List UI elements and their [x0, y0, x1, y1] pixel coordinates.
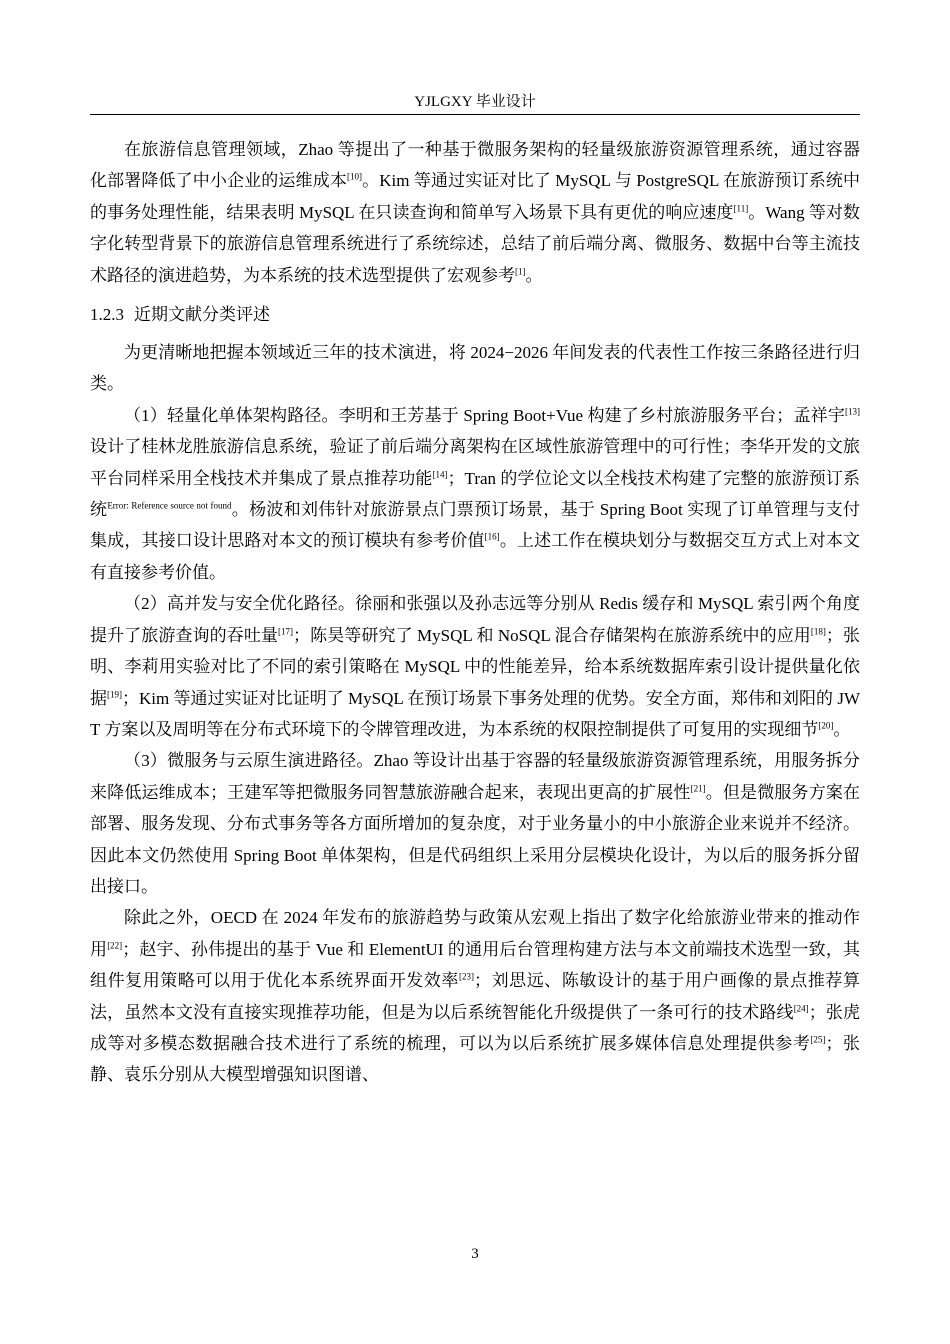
citation: [23] — [459, 971, 474, 982]
text-run: ；赵宇、孙伟提出的基于 Vue 和 ElementUI 的通用后台管理构建方法与本文前端技术选型一致，其组件复用策略可以用于优化本系统界面开发效率 — [90, 939, 861, 991]
text-run: 在旅游信息管理领域，Zhao 等提出了一种基于微服务架构的轻量级旅游资源管理系统，通过容器化部署降低了中小企业的运维成本 — [90, 140, 860, 191]
text-run: 。上述工作在模块划分与数据交互方式上对本文有直接参考价值。 — [90, 531, 861, 582]
text-run: ；Kim 等通过实证对比证明了 MySQL 在预订场景下事务处理的优势。安全方面，郑伟和刘阳的 JWT 方案以及周明等在分布式环境下的令牌管理改进，为本系统的权限控制提供了可复用的实现细节 — [90, 688, 861, 739]
citation: [22] — [107, 940, 123, 951]
text-run: （3）微服务与云原生演进路径。Zhao 等设计出基于容器的轻量级旅游资源管理系统，用服务拆分来降低运维成本；王建军等把微服务同智慧旅游融合起来，表现出更高的扩展性 — [90, 751, 860, 802]
text-run: 设计了桂林龙胜旅游信息系统，验证了前后端分离架构在区域性旅游管理中的可行性；李华开发的文旅平台同样采用全栈技术并集成了景点推荐功能 — [90, 437, 860, 488]
text-run: 除此之外，OECD 在 2024 年发布的旅游趋势与政策从宏观上指出了数字化给旅游业带来的推动作用 — [90, 908, 860, 959]
text-run: 。 — [525, 265, 543, 285]
text-run: 。杨波和刘伟针对旅游景点门票预订场景，基于 Spring Boot 实现了订单管理与支付集成，其接口设计思路对本文的预订模块有参考价值 — [90, 500, 860, 551]
text-run: 。 — [833, 719, 851, 739]
text-run: 。Wang 等对数字化转型背景下的旅游信息管理系统进行了系统综述，总结了前后端分离、微服务、数据中台等主流技术路径的演进趋势，为本系统的技术选型提供了宏观参考 — [90, 202, 860, 285]
text-run: （2）高并发与安全优化路径。徐丽和张强以及孙志远等分别从 Redis 缓存和 MySQL 索引两个角度提升了旅游查询的吞吐量 — [90, 594, 860, 645]
citation: [1] — [515, 265, 526, 276]
text-run: ；张明、李莉用实验对比了不同的索引策略在 MySQL 中的性能差异，给本系统数据库索引设计提供量化依据 — [90, 625, 860, 708]
citation: [14] — [432, 469, 448, 479]
citation: [20] — [818, 720, 834, 731]
citation: [16] — [484, 531, 500, 542]
section-title: 近期文献分类评述 — [134, 305, 270, 326]
text-run: 为更清晰地把握本领域近三年的技术演进，将 2024−2026 年间发表的代表性工作按三条路径进行归类。 — [90, 343, 860, 394]
text-run: （1）轻量化单体架构路径。李明和王芳基于 Spring Boot+Vue 构建了乡村旅游服务平台；孟祥宇 — [124, 405, 845, 425]
citation: [25] — [810, 1034, 826, 1045]
citation: [10] — [346, 171, 362, 182]
citation: [24] — [793, 1002, 809, 1013]
citation: [17] — [278, 626, 294, 637]
citation: [18] — [810, 626, 826, 637]
citation: [11] — [733, 203, 749, 214]
paragraph-1 — [90, 134, 860, 291]
page-number: 3 — [471, 1246, 479, 1262]
text-run: ；陈昊等研究了 MySQL 和 NoSQL 混合存储架构在旅游系统中的应用 — [293, 625, 811, 645]
section-number: 1.2.3 — [90, 305, 124, 325]
text-run: ；Tran 的学位论文以全栈技术构建了完整的旅游预订系统 — [90, 468, 860, 520]
page-header: YJLGXY 毕业设计 — [414, 94, 536, 110]
section-heading — [90, 299, 860, 331]
citation: [19] — [107, 688, 123, 699]
paragraph-4 — [90, 588, 860, 745]
text-run: ；张静、袁乐分别从大模型增强知识图谱、 — [90, 1033, 861, 1085]
paragraph-2 — [90, 337, 860, 400]
body-content — [90, 134, 860, 1091]
paragraph-3 — [90, 400, 860, 588]
text-run: ；张虎成等对多模态数据融合技术进行了系统的梳理，可以为以后系统扩展多媒体信息处理提供参考 — [90, 1002, 861, 1053]
text-run: 。但是微服务方案在部署、服务发现、分布式事务等各方面所增加的复杂度，对于业务量小的中小旅游企业来说并不经济。因此本文仍然使用 Spring Boot 单体架构，但是代码组织上采用分层模块化设计，为以后的服务拆分留出接口。 — [90, 782, 861, 896]
citation: [21] — [690, 783, 706, 794]
paragraph-6 — [90, 902, 860, 1090]
paragraph-5 — [90, 745, 860, 902]
text-run: 。Kim 等通过实证对比了 MySQL 与 PostgreSQL 在旅游预订系统中的事务处理性能，结果表明 MySQL 在只读查询和简单写入场景下具有更优的响应速度 — [90, 171, 860, 222]
citation-error: Error: Reference source not found — [107, 500, 232, 511]
header-rule — [90, 114, 860, 115]
citation: [13] — [845, 406, 860, 417]
text-run: ；刘思远、陈敏设计的基于用户画像的景点推荐算法，虽然本文没有直接实现推荐功能，但是为以后系统智能化升级提供了一条可行的技术路线 — [90, 971, 860, 1022]
